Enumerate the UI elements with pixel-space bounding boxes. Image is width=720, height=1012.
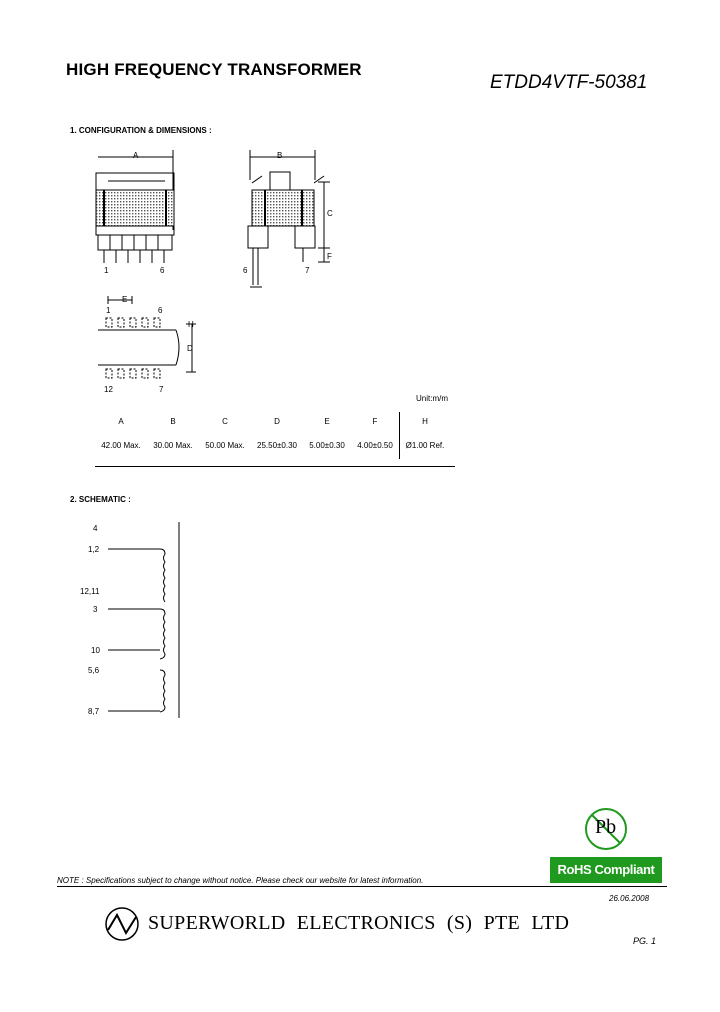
document-title: HIGH FREQUENCY TRANSFORMER bbox=[66, 60, 362, 79]
part-number: ETDD4VTF-50381 bbox=[490, 72, 648, 93]
table-cell: 25.50±0.30 bbox=[257, 440, 297, 450]
company-logo bbox=[106, 908, 138, 940]
label-dim-f: F bbox=[327, 252, 332, 261]
table-cell: 4.00±0.50 bbox=[357, 440, 393, 450]
unit-label: Unit:m/m bbox=[416, 394, 448, 403]
table-header-cell: A bbox=[118, 417, 124, 426]
pb-symbol-text: Pb bbox=[595, 816, 617, 838]
table-header-cell: H bbox=[400, 412, 451, 431]
label-dim-a: A bbox=[133, 151, 139, 160]
label-bottom-pin-12: 12 bbox=[104, 385, 113, 394]
company-name: SUPERWORLD ELECTRONICS (S) PTE LTD bbox=[148, 912, 570, 934]
schematic-pin-label: 8,7 bbox=[88, 707, 100, 716]
table-header-cell: F bbox=[372, 417, 378, 426]
label-dim-b: B bbox=[277, 151, 283, 160]
table-header-cell: E bbox=[324, 417, 330, 426]
table-cell: Ø1.00 Ref. bbox=[400, 431, 451, 459]
table-header-cell: D bbox=[274, 417, 280, 426]
label-front-pin-6: 6 bbox=[160, 266, 165, 275]
table-cell: 50.00 Max. bbox=[205, 440, 245, 450]
table-bottom-rule bbox=[95, 466, 455, 467]
label-side-pin-7: 7 bbox=[305, 266, 310, 275]
dimension-table bbox=[95, 412, 450, 459]
table-header-cell: B bbox=[170, 417, 176, 426]
footer-rule bbox=[57, 886, 667, 887]
front-view bbox=[96, 150, 174, 263]
label-front-pin-1: 1 bbox=[104, 266, 109, 275]
section-configuration-heading: 1. CONFIGURATION & DIMENSIONS : bbox=[70, 126, 212, 135]
rohs-compliant-badge: RoHS Compliant bbox=[550, 857, 662, 883]
table-cell: 5.00±0.30 bbox=[309, 440, 345, 450]
table-cell: 30.00 Max. bbox=[153, 440, 193, 450]
schematic-pin-label: 3 bbox=[93, 605, 98, 614]
bottom-view bbox=[98, 296, 196, 378]
table-header-cell: C bbox=[222, 417, 228, 426]
page-number: PG. 1 bbox=[633, 936, 657, 946]
schematic-pin-label: 10 bbox=[91, 646, 100, 655]
label-bottom-pin-1: 1 bbox=[106, 306, 111, 315]
section-schematic-heading: 2. SCHEMATIC : bbox=[70, 495, 131, 504]
schematic-drawing bbox=[108, 522, 179, 718]
table-cell: 42.00 Max. bbox=[101, 440, 141, 450]
schematic-pin-label: 5,6 bbox=[88, 666, 100, 675]
label-dim-e: E bbox=[122, 295, 128, 304]
schematic-pin-label: 12,11 bbox=[80, 587, 100, 596]
label-dim-c: C bbox=[327, 209, 333, 218]
table-header-row bbox=[95, 412, 450, 431]
side-view bbox=[248, 150, 330, 287]
label-dim-h: H bbox=[188, 320, 194, 329]
label-side-pin-6: 6 bbox=[243, 266, 248, 275]
schematic-pin-label: 4 bbox=[93, 524, 98, 533]
label-dim-d: D bbox=[187, 344, 193, 353]
table-row bbox=[95, 431, 450, 459]
document-date: 26.06.2008 bbox=[609, 894, 650, 903]
label-bottom-pin-7: 7 bbox=[159, 385, 164, 394]
schematic-pin-label: 1,2 bbox=[88, 545, 100, 554]
note-text: NOTE : Specifications subject to change without notice. Please check our website for latest information. bbox=[57, 876, 424, 885]
label-bottom-pin-6: 6 bbox=[158, 306, 163, 315]
